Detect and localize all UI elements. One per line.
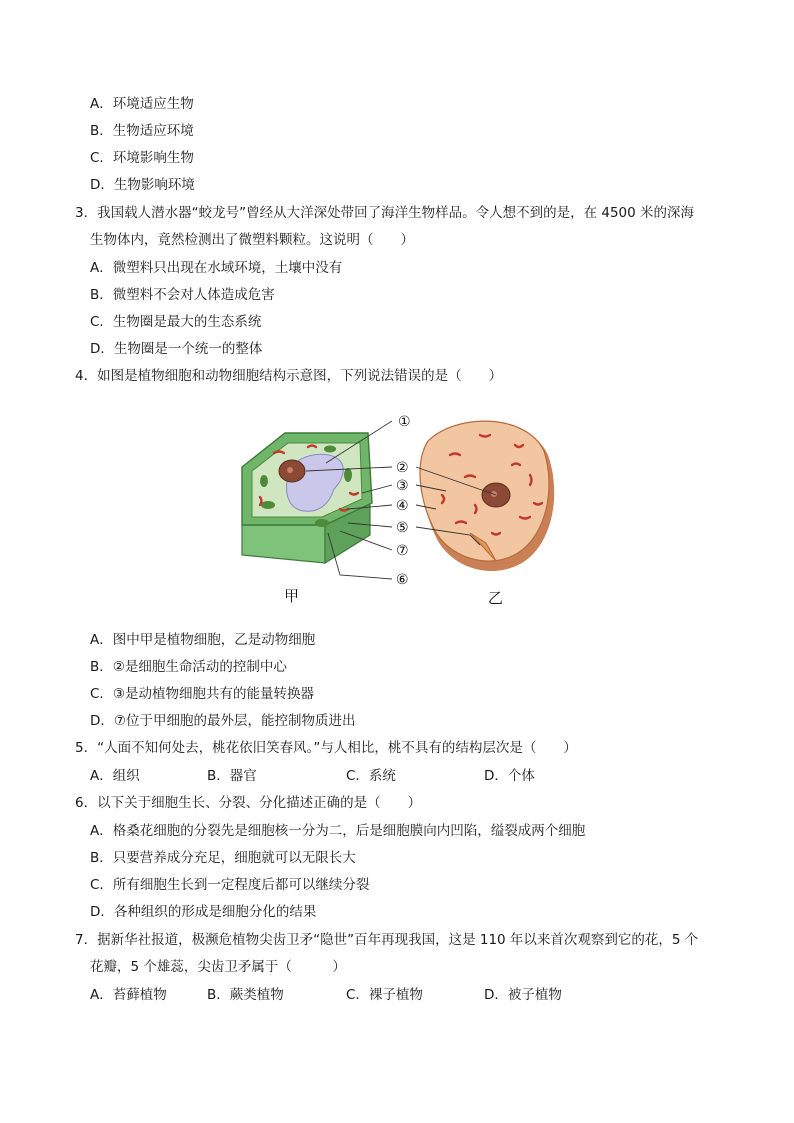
- q3-stem-line2: 生物体内，竟然检测出了微塑料颗粒。这说明（ ）: [90, 232, 414, 248]
- chloroplast-2: [315, 519, 329, 527]
- q3-option-c: C．生物圈是最大的生态系统: [90, 314, 262, 330]
- q3-option-b: B．微塑料不会对人体造成危害: [90, 287, 275, 303]
- chloroplast-1: [261, 501, 275, 509]
- chloroplast-4: [260, 475, 268, 487]
- q4-option-d: D．⑦位于甲细胞的最外层，能控制物质进出: [90, 713, 356, 729]
- q4-option-b: B．②是细胞生命活动的控制中心: [90, 659, 287, 675]
- q6-option-b: B．只要营养成分充足，细胞就可以无限长大: [90, 850, 356, 866]
- animal-cell: [420, 421, 554, 571]
- label-5: ⑤: [396, 520, 409, 536]
- label-6: ⑥: [396, 572, 409, 588]
- q5-stem: 5．“人面不知何处去，桃花依旧笑春风。”与人相比，桃不具有的结构层次是（ ）: [75, 740, 577, 756]
- q2-option-b: B．生物适应环境: [90, 123, 194, 139]
- plant-nucleolus: [287, 467, 293, 473]
- q5-option-d: D．个体: [484, 768, 535, 784]
- q7-option-a: A．苔藓植物: [90, 987, 167, 1003]
- q3-stem-line1: 3．我国载人潜水器“蛟龙号”曾经从大洋深处带回了海洋生物样品。令人想不到的是，在 4500 米的深海: [75, 205, 695, 221]
- q4-option-a: A．图中甲是植物细胞，乙是动物细胞: [90, 632, 316, 648]
- q7-option-b: B．蕨类植物: [207, 987, 284, 1003]
- q2-option-c: C．环境影响生物: [90, 150, 194, 166]
- label-1: ①: [398, 414, 411, 430]
- q3-option-d: D．生物圈是一个统一的整体: [90, 341, 263, 357]
- chloroplast-5: [324, 446, 336, 453]
- caption-plant: 甲: [284, 587, 300, 605]
- q4-option-c: C．③是动植物细胞共有的能量转换器: [90, 686, 315, 702]
- q2-option-d: D．生物影响环境: [90, 177, 195, 193]
- q6-option-c: C．所有细胞生长到一定程度后都可以继续分裂: [90, 877, 370, 893]
- chloroplast-3: [344, 468, 352, 482]
- q7-option-c: C．裸子植物: [346, 987, 423, 1003]
- q6-option-d: D．各种组织的形成是细胞分化的结果: [90, 904, 317, 920]
- q7-stem-line1: 7．据新华社报道，极濒危植物尖齿卫矛“隐世”百年再现我国，这是 110 年以来首次观察到它的花，5 个: [75, 932, 699, 948]
- q5-option-a: A．组织: [90, 768, 140, 784]
- q6-option-a: A．格桑花细胞的分裂先是细胞核一分为二，后是细胞膜向内凹陷，缢裂成两个细胞: [90, 823, 586, 839]
- caption-animal: 乙: [488, 589, 504, 607]
- q4-stem: 4．如图是植物细胞和动物细胞结构示意图，下列说法错误的是（ ）: [75, 368, 503, 384]
- plant-cell: [242, 433, 372, 563]
- q7-stem-line2: 花瓣，5 个雄蕊，尖齿卫矛属于（ ）: [90, 959, 346, 975]
- figure-labels: [396, 414, 411, 588]
- q5-option-b: B．器官: [207, 768, 257, 784]
- q5-option-c: C．系统: [346, 768, 396, 784]
- plant-cell-wall-front: [242, 525, 325, 563]
- label-7: ⑦: [396, 543, 409, 559]
- label-2: ②: [396, 460, 409, 476]
- q3-option-a: A．微塑料只出现在水域环境，土壤中没有: [90, 260, 343, 276]
- label-3: ③: [396, 478, 409, 494]
- q2-option-a: A．环境适应生物: [90, 96, 194, 112]
- q7-option-d: D．被子植物: [484, 987, 562, 1003]
- label-4: ④: [396, 498, 409, 514]
- q6-stem: 6．以下关于细胞生长、分裂、分化描述正确的是（ ）: [75, 795, 422, 811]
- cell-structure-figure: [230, 405, 570, 615]
